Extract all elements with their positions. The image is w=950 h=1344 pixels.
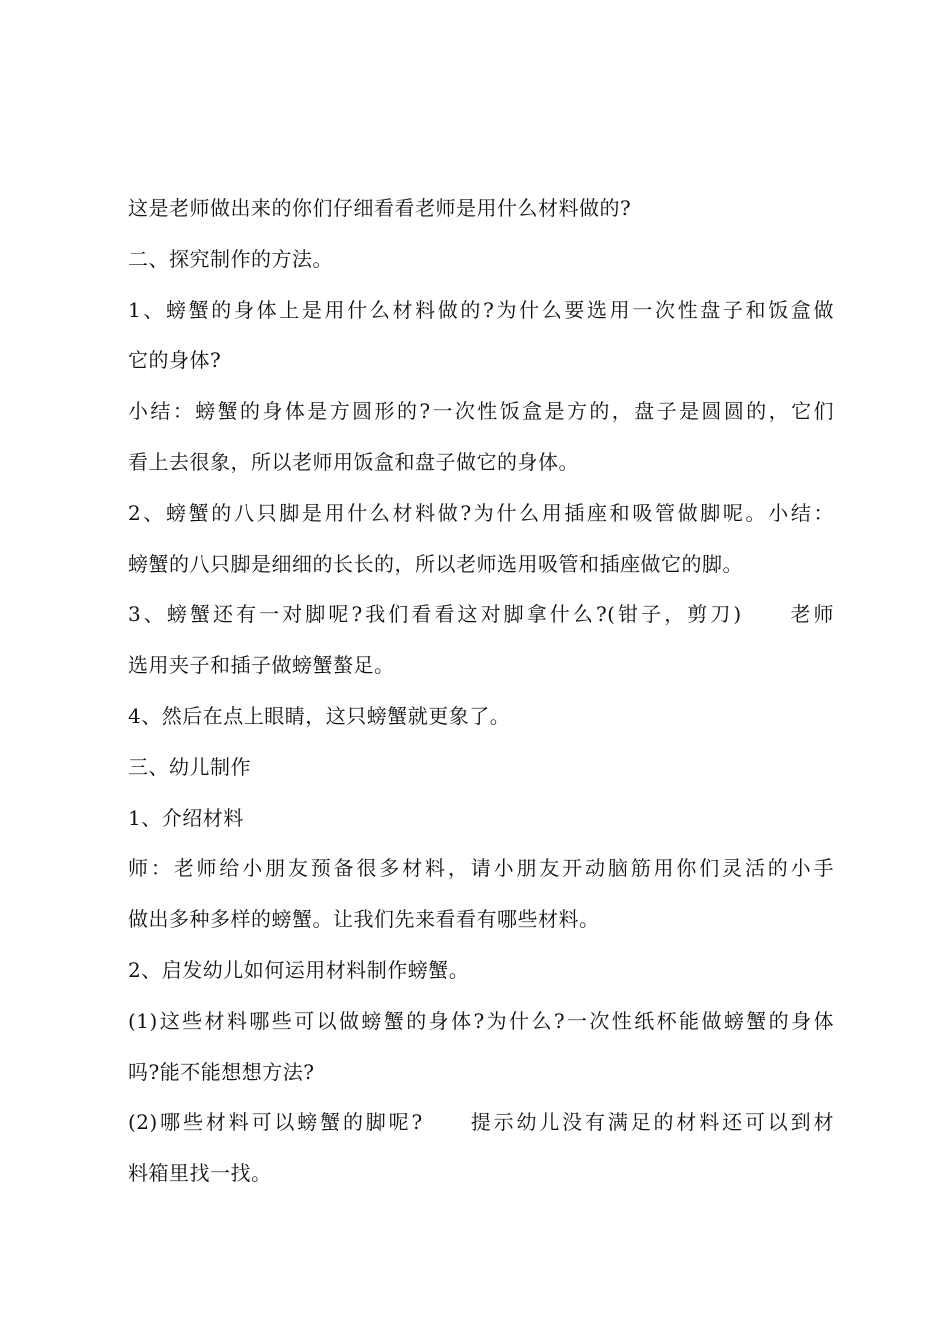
text-line: 小结：螃蟹的身体是方圆形的?一次性饭盒是方的，盘子是圆圆的，它们 — [128, 399, 834, 424]
text-line: 2、螃蟹的八只脚是用什么材料做?为什么用插座和吸管做脚呢。小结： — [128, 500, 834, 525]
text-line: 1、螃蟹的身体上是用什么材料做的?为什么要选用一次性盘子和饭盒做 — [128, 297, 834, 322]
section-heading: 二、探究制作的方法。 — [128, 246, 333, 271]
text-line: 师：老师给小朋友预备很多材料，请小朋友开动脑筋用你们灵活的小手 — [128, 856, 834, 881]
text-line: (2)哪些材料可以螃蟹的脚呢? 提示幼儿没有满足的材料还可以到材 — [128, 1110, 834, 1135]
text-line: 做出多种多样的螃蟹。让我们先来看看有哪些材料。 — [128, 907, 600, 932]
text-line: 2、启发幼儿如何运用材料制作螃蟹。 — [128, 957, 470, 982]
text-line: 这是老师做出来的你们仔细看看老师是用什么材料做的? — [128, 196, 632, 220]
text-line: 它的身体? — [128, 348, 222, 373]
section-heading: 三、幼儿制作 — [128, 754, 251, 779]
document-body — [128, 183, 834, 1199]
text-line: 3、螃蟹还有一对脚呢?我们看看这对脚拿什么?(钳子，剪刀) 老师 — [128, 602, 834, 627]
text-line: 看上去很象，所以老师用饭盒和盘子做它的身体。 — [128, 449, 579, 474]
text-line: 料箱里找一找。 — [128, 1161, 272, 1186]
text-line: (1)这些材料哪些可以做螃蟹的身体?为什么?一次性纸杯能做螃蟹的身体 — [128, 1008, 834, 1033]
text-line: 选用夹子和插子做螃蟹螯足。 — [128, 653, 395, 678]
text-line: 螃蟹的八只脚是细细的长长的，所以老师选用吸管和插座做它的脚。 — [128, 551, 743, 576]
text-line: 1、介绍材料 — [128, 805, 244, 830]
text-line: 吗?能不能想想方法? — [128, 1059, 315, 1084]
text-line: 4、然后在点上眼睛，这只螃蟹就更象了。 — [128, 703, 511, 728]
